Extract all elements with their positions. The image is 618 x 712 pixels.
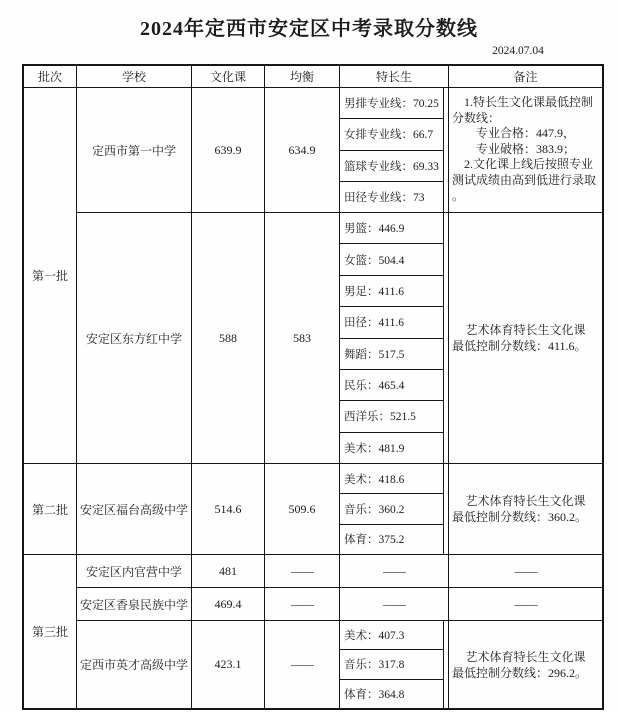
batch-3-block — [24, 555, 602, 708]
school-row-futai — [77, 464, 602, 554]
talent-list-cell — [340, 621, 449, 708]
balance-score-cell: 583 — [265, 213, 340, 463]
balance-score-cell: —— — [265, 621, 340, 708]
batch-3-label: 第三批 — [24, 555, 77, 708]
date-label: 2024.07.04 — [492, 45, 544, 57]
header-school: 学校 — [77, 66, 192, 87]
school-name-cell: 安定区东方红中学 — [77, 213, 192, 463]
talent-line-item: 男排专业线：70.25 — [340, 88, 443, 119]
talent-line-item: 音乐：360.2 — [340, 494, 443, 524]
school-name-cell: 安定区内官营中学 — [77, 555, 192, 587]
talent-line-item: 体育：364.8 — [344, 688, 405, 701]
school-row-dongfanghong — [77, 213, 602, 463]
header-balance: 均衡 — [265, 66, 340, 87]
table-header-row — [24, 66, 602, 88]
talent-line-item: 美术：481.9 — [344, 442, 405, 455]
talent-line-item: 体育：375.2 — [344, 534, 405, 547]
school-name-cell: 定西市英才高级中学 — [77, 621, 192, 708]
talent-line-item: 男篮：446.9 — [340, 213, 443, 244]
header-batch: 批次 — [24, 66, 77, 87]
school-row-neiguanying — [77, 555, 602, 588]
culture-score-cell: 639.9 — [192, 88, 265, 212]
talent-line-item: 男足：411.6 — [340, 276, 443, 307]
talent-list-cell — [340, 213, 449, 463]
batch-2-block — [24, 464, 602, 555]
header-remark: 备注 — [513, 70, 538, 84]
batch-1-label: 第一批 — [24, 88, 77, 463]
balance-score-cell: —— — [265, 588, 340, 620]
page-title: 2024年定西市安定区中考录取分数线 — [140, 18, 478, 40]
culture-score-cell: 588 — [192, 213, 265, 463]
talent-line-item: 西洋乐：521.5 — [340, 401, 443, 432]
talent-line-item: 田径：411.6 — [340, 307, 443, 338]
talent-list-cell: —— — [340, 555, 449, 587]
batch-2-label: 第二批 — [24, 464, 77, 554]
culture-score-cell: 469.4 — [192, 588, 265, 620]
balance-score-cell: 634.9 — [265, 88, 340, 212]
score-table — [22, 64, 604, 710]
talent-list-cell — [340, 464, 449, 554]
talent-list-cell: —— — [340, 588, 449, 620]
school-name-cell: 安定区福台高级中学 — [77, 464, 192, 554]
talent-line-item: 民乐：465.4 — [340, 370, 443, 401]
culture-score-cell: 423.1 — [192, 621, 265, 708]
balance-score-cell: —— — [265, 555, 340, 587]
talent-list-cell — [340, 88, 449, 212]
school-row-yingcai — [77, 621, 602, 708]
talent-line-item: 篮球专业线：69.33 — [340, 151, 443, 182]
batch-1-block — [24, 88, 602, 464]
remark-cell: —— — [514, 596, 537, 611]
talent-line-item: 音乐：317.8 — [340, 650, 443, 679]
school-row-xiangquan — [77, 588, 602, 621]
school-name-cell: 定西市第一中学 — [77, 88, 192, 212]
talent-line-item: 美术：407.3 — [340, 621, 443, 650]
culture-score-cell: 514.6 — [192, 464, 265, 554]
remark-cell: 艺术体育特长生文化课 最低控制分数线：296.2。 — [452, 649, 588, 680]
remark-cell: 艺术体育特长生文化课 最低控制分数线：411.6。 — [452, 323, 587, 353]
talent-line-item: 美术：418.6 — [340, 464, 443, 494]
talent-line-item: 田径专业线：73 — [344, 191, 425, 204]
talent-line-item: 女篮：504.4 — [340, 244, 443, 275]
balance-score-cell: 509.6 — [265, 464, 340, 554]
talent-line-item: 女排专业线：66.7 — [340, 119, 443, 150]
remark-cell: 艺术体育特长生文化课 最低控制分数线：360.2。 — [452, 494, 588, 524]
header-talent: 特长生 — [340, 66, 449, 87]
talent-line-item: 舞蹈：517.5 — [340, 339, 443, 370]
remark-cell: —— — [514, 563, 537, 578]
school-row-dingxi-no1 — [77, 88, 602, 213]
remark-cell: 1.特长生文化课最低控制 分数线： 专业合格：447.9， 专业破格：383.9； 2.文化课上线后按照专业 测试成绩由高到低进行录取 。 — [452, 95, 597, 203]
culture-score-cell: 481 — [192, 555, 265, 587]
school-name-cell: 安定区香泉民族中学 — [77, 588, 192, 620]
header-culture: 文化课 — [192, 66, 265, 87]
